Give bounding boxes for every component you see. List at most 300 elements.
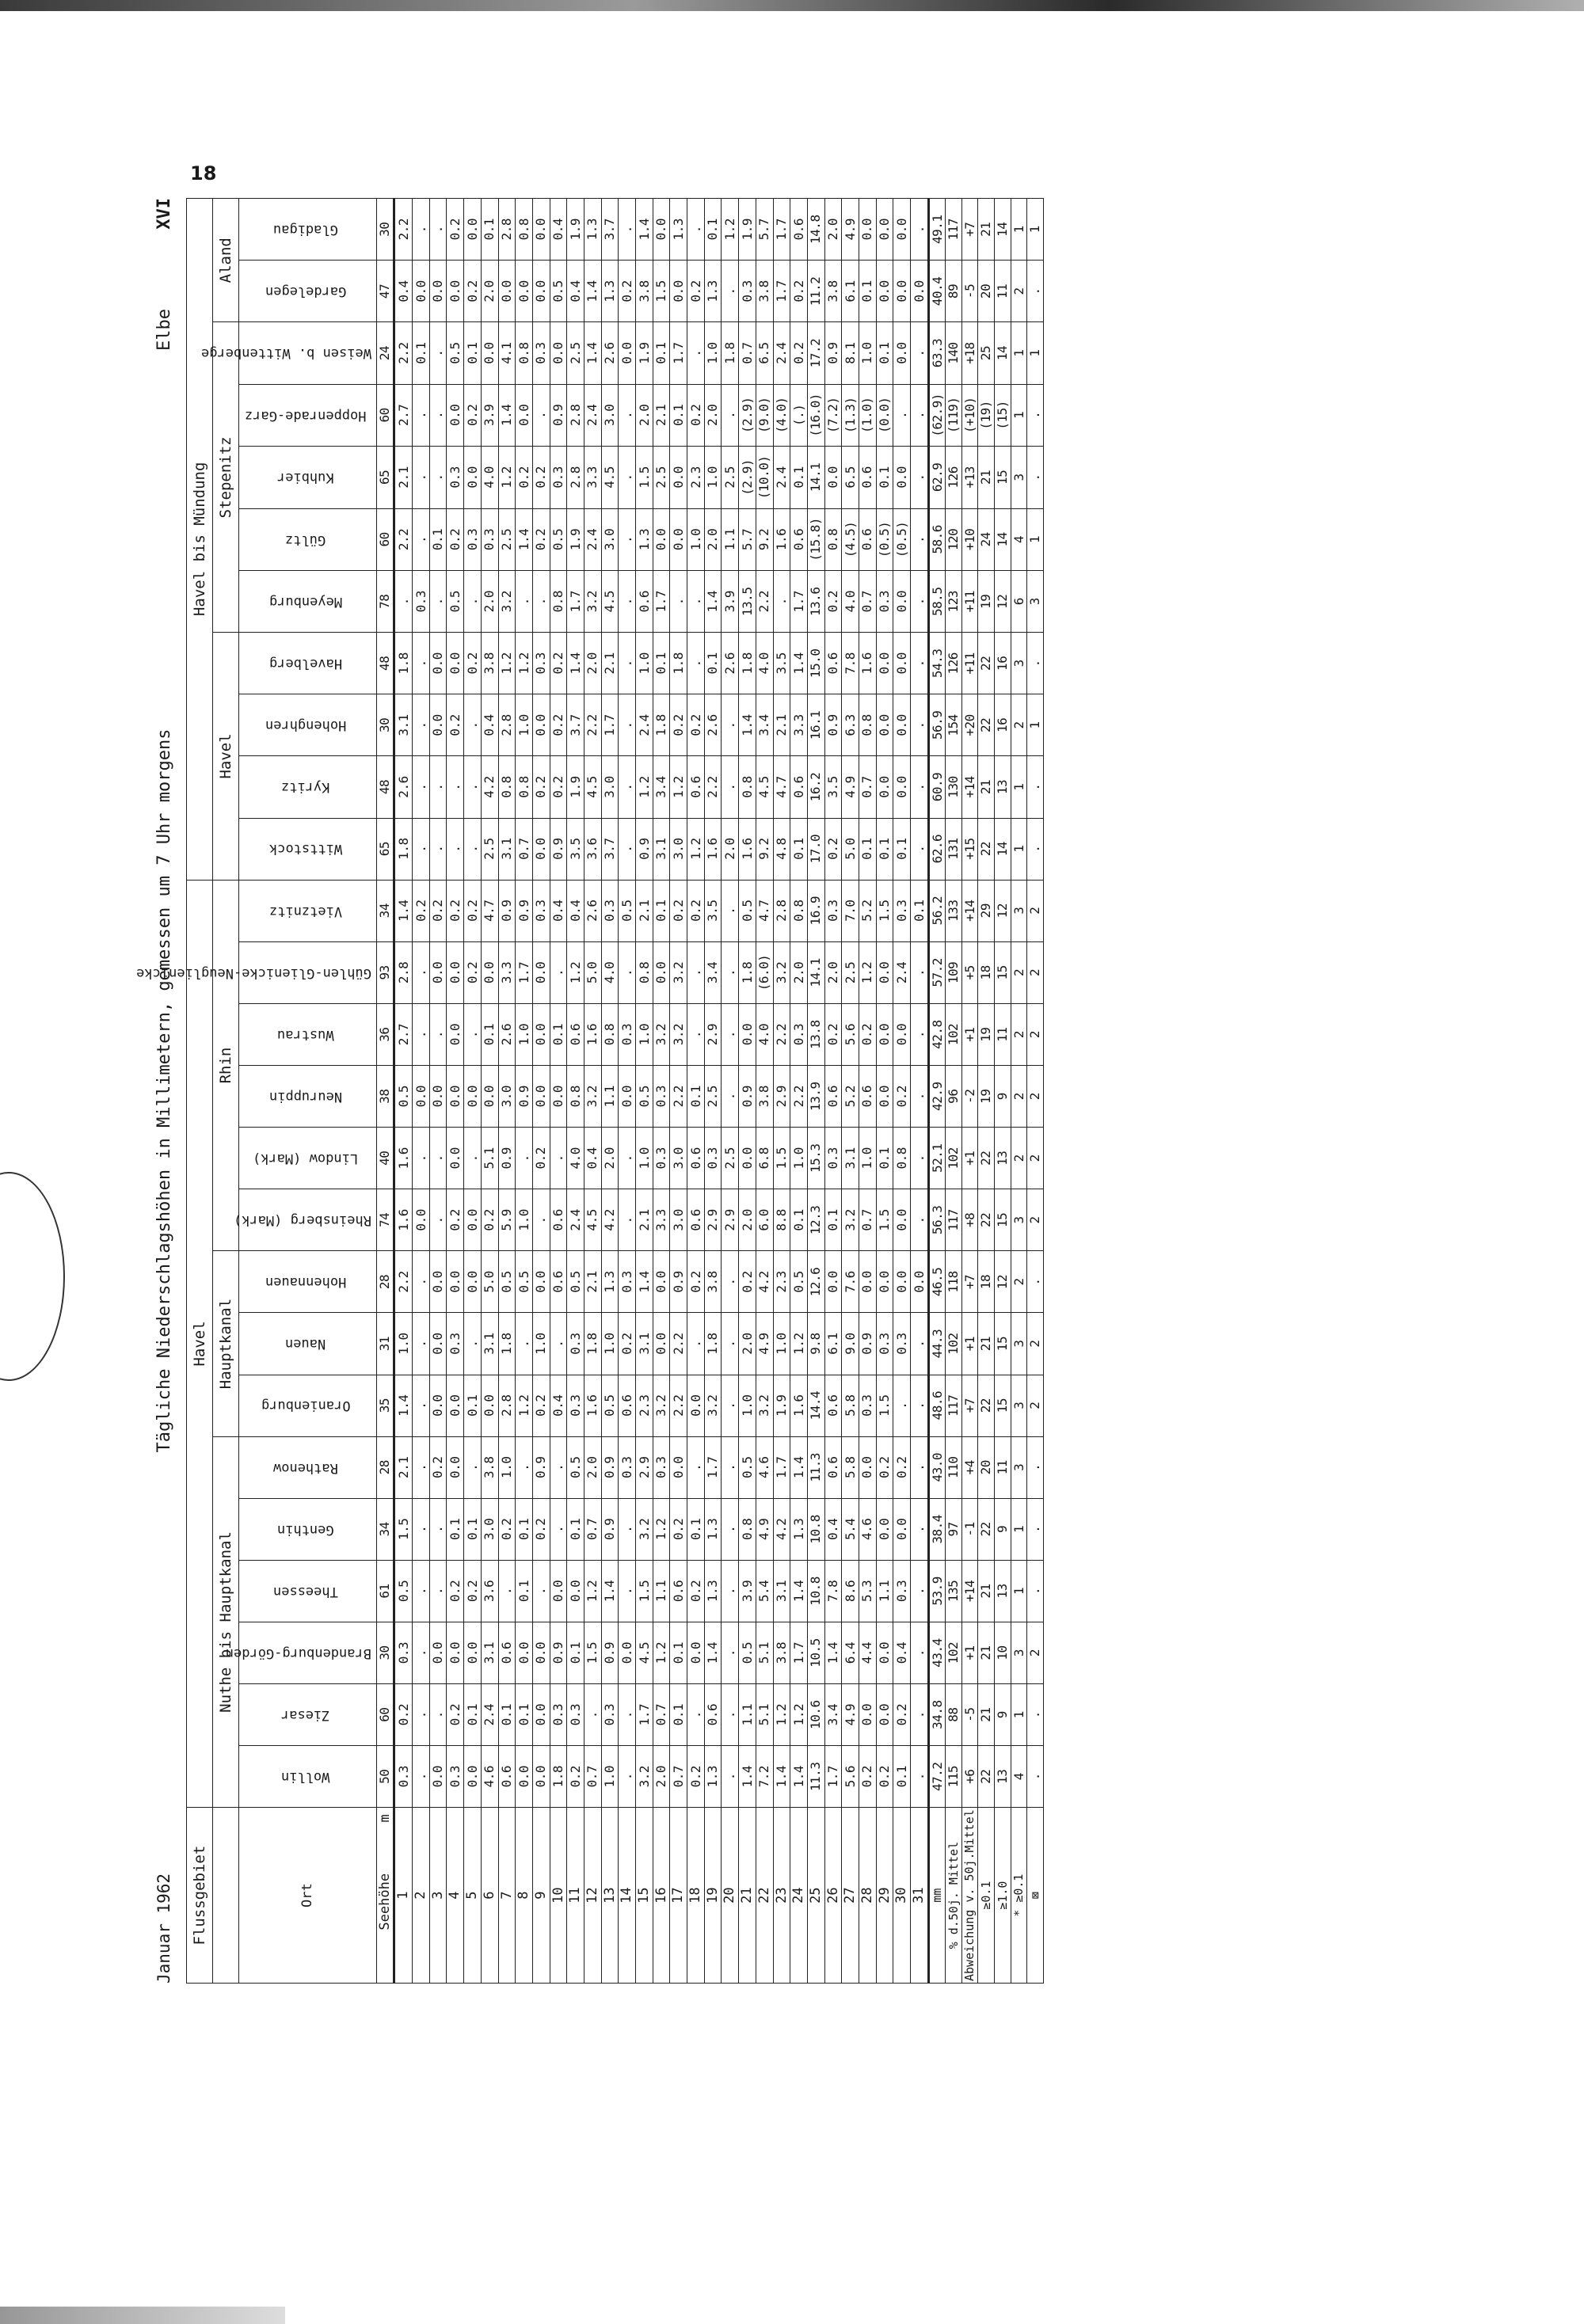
precip-value: 0.0 xyxy=(859,1684,876,1746)
precip-value: 0.0 xyxy=(859,1251,876,1313)
station-name-text: Hoppenrade-Garz xyxy=(245,407,367,424)
summary-value: 19 xyxy=(978,1066,995,1128)
summary-value: . xyxy=(1027,818,1044,880)
precip-value: 16.2 xyxy=(807,756,824,818)
precip-value: 2.0 xyxy=(636,384,653,447)
precip-value: 2.0 xyxy=(824,199,842,261)
precip-value: 0.2 xyxy=(447,508,464,571)
precip-value: 0.8 xyxy=(498,756,516,818)
precip-value: 2.2 xyxy=(790,1066,808,1128)
station-elevation: 60 xyxy=(376,384,394,447)
summary-value: 10 xyxy=(995,1622,1011,1683)
day-number: 15 xyxy=(636,1808,653,1984)
precip-value: 3.2 xyxy=(498,571,516,633)
precip-value: 0.1 xyxy=(876,322,893,384)
day-row xyxy=(447,199,464,1984)
summary-value: 14 xyxy=(995,322,1011,384)
precip-value: 3.0 xyxy=(670,1189,687,1251)
summary-value: 115 xyxy=(946,1746,962,1808)
precip-value: . xyxy=(413,818,430,880)
precip-value: 12.3 xyxy=(807,1189,824,1251)
precip-value: 0.9 xyxy=(670,1251,687,1313)
precip-value: 2.2 xyxy=(756,571,773,633)
precip-value: 0.3 xyxy=(653,1066,670,1128)
precip-value: 0.6 xyxy=(550,1251,567,1313)
precip-value: 4.0 xyxy=(756,1004,773,1066)
precip-value: 3.5 xyxy=(567,818,584,880)
summary-value: 6 xyxy=(1011,571,1027,633)
precip-value: . xyxy=(464,571,482,633)
precip-value: 3.8 xyxy=(636,261,653,322)
precip-value: 1.0 xyxy=(790,1128,808,1189)
precip-value: 1.7 xyxy=(773,261,790,322)
day-row xyxy=(893,199,911,1984)
precip-value: 0.1 xyxy=(687,1498,705,1560)
summary-value: 18 xyxy=(978,941,995,1003)
precip-value: 0.2 xyxy=(429,1436,447,1498)
summary-value: 53.9 xyxy=(928,1560,946,1622)
precip-value: 15.3 xyxy=(807,1128,824,1189)
precip-value: 0.7 xyxy=(584,1498,601,1560)
precip-value: . xyxy=(722,1498,739,1560)
precip-value: 4.7 xyxy=(481,880,498,941)
precip-value: 2.0 xyxy=(704,508,722,571)
day-number: 12 xyxy=(584,1808,601,1984)
precip-value: 0.0 xyxy=(429,1622,447,1683)
precip-value: 4.0 xyxy=(481,447,498,509)
station-elevation: 28 xyxy=(376,1251,394,1313)
precip-value: 1.0 xyxy=(704,447,722,509)
precip-value: 0.6 xyxy=(687,756,705,818)
precip-value: 15.0 xyxy=(807,633,824,694)
summary-value: 3 xyxy=(1011,1313,1027,1375)
precip-value: . xyxy=(429,1498,447,1560)
summary-value: 56.9 xyxy=(928,694,946,756)
precip-value: 1.0 xyxy=(636,1004,653,1066)
precip-value: 2.2 xyxy=(670,1313,687,1375)
precip-value: 0.0 xyxy=(464,1189,482,1251)
precip-value: . xyxy=(413,941,430,1003)
station-elevation: 93 xyxy=(376,941,394,1003)
precip-value: 2.6 xyxy=(601,322,619,384)
precip-value: . xyxy=(911,1746,929,1808)
precip-value: 0.0 xyxy=(516,261,533,322)
precip-value: . xyxy=(722,1251,739,1313)
precip-value: 3.2 xyxy=(773,941,790,1003)
precip-value: 4.9 xyxy=(756,1313,773,1375)
precip-value: 0.3 xyxy=(532,322,550,384)
precip-value: 0.2 xyxy=(790,322,808,384)
precip-value: 0.4 xyxy=(893,1622,911,1683)
summary-value: 3 xyxy=(1011,1622,1027,1683)
station-name xyxy=(239,1746,377,1808)
precip-value: 0.2 xyxy=(687,384,705,447)
precip-value: 0.5 xyxy=(567,1251,584,1313)
days-ge-0-1-row xyxy=(978,199,995,1984)
precip-value: 0.2 xyxy=(394,1684,413,1746)
precip-value: 0.2 xyxy=(447,1560,464,1622)
precip-value: 0.1 xyxy=(790,1189,808,1251)
day-row xyxy=(790,199,808,1984)
station-name xyxy=(239,633,377,694)
precip-value: 0.0 xyxy=(619,1066,636,1128)
precip-value: 0.5 xyxy=(447,322,464,384)
precip-value: 3.2 xyxy=(842,1189,859,1251)
day-row xyxy=(394,199,413,1984)
summary-value: 2 xyxy=(1027,1313,1044,1375)
precip-value: . xyxy=(619,756,636,818)
precip-value: 2.3 xyxy=(687,447,705,509)
summary-value: 21 xyxy=(978,1622,995,1683)
precip-value: 0.5 xyxy=(636,1066,653,1128)
sub-hauptkanal: Hauptkanal xyxy=(213,1251,239,1436)
precip-value: 0.6 xyxy=(859,508,876,571)
precip-value: 0.5 xyxy=(394,1066,413,1128)
precip-value: 2.1 xyxy=(636,1189,653,1251)
day-row xyxy=(550,199,567,1984)
summary-value: +15 xyxy=(961,818,978,880)
precip-value: 0.0 xyxy=(429,941,447,1003)
precip-value: 0.0 xyxy=(429,694,447,756)
precip-value: 2.2 xyxy=(584,694,601,756)
summary-value: 9 xyxy=(995,1066,1011,1128)
precip-value: 0.4 xyxy=(550,880,567,941)
precip-value: 12.6 xyxy=(807,1251,824,1313)
precip-value: 0.2 xyxy=(429,880,447,941)
precip-value: 3.4 xyxy=(704,941,722,1003)
precip-value: . xyxy=(722,1066,739,1128)
summary-value: 43.4 xyxy=(928,1622,946,1683)
precip-value: 0.0 xyxy=(653,199,670,261)
summary-value: (15) xyxy=(995,384,1011,447)
precip-value: 0.1 xyxy=(429,508,447,571)
precip-value: 5.1 xyxy=(756,1684,773,1746)
precip-value: 0.2 xyxy=(532,447,550,509)
precip-value: 1.4 xyxy=(394,880,413,941)
precip-value: 6.5 xyxy=(842,447,859,509)
summary-value: 130 xyxy=(946,756,962,818)
precip-value: 5.7 xyxy=(739,508,756,571)
precip-value: 0.9 xyxy=(824,322,842,384)
precip-value: 14.8 xyxy=(807,199,824,261)
summary-value: 2 xyxy=(1011,941,1027,1003)
precip-value: 4.9 xyxy=(756,1498,773,1560)
precip-value: 2.1 xyxy=(773,694,790,756)
station-name xyxy=(239,880,377,941)
basin-label: Elbe xyxy=(154,309,174,351)
precip-value: 1.9 xyxy=(567,508,584,571)
precip-value: 2.9 xyxy=(722,1189,739,1251)
precip-value: 5.8 xyxy=(842,1375,859,1436)
precip-value: 0.2 xyxy=(670,694,687,756)
precip-value: 0.3 xyxy=(619,1436,636,1498)
precip-value: 0.6 xyxy=(790,199,808,261)
precip-value: 2.7 xyxy=(394,1004,413,1066)
precip-value: 2.0 xyxy=(790,941,808,1003)
precip-value: 0.7 xyxy=(653,1684,670,1746)
station-name xyxy=(239,447,377,509)
summary-value: 123 xyxy=(946,571,962,633)
summary-value: 3 xyxy=(1011,1436,1027,1498)
precip-value: 0.9 xyxy=(498,1128,516,1189)
summary-value: (62.9) xyxy=(928,384,946,447)
precip-value: 1.7 xyxy=(670,322,687,384)
day-row xyxy=(824,199,842,1984)
precip-value: 0.0 xyxy=(876,1622,893,1683)
precip-value: 2.6 xyxy=(394,756,413,818)
summary-value: 3 xyxy=(1027,571,1044,633)
precip-value: . xyxy=(429,1560,447,1622)
precip-value: 4.5 xyxy=(584,1189,601,1251)
precip-value: 1.6 xyxy=(859,633,876,694)
station-name-text: Lindow (Mark) xyxy=(253,1151,359,1167)
precip-value: 2.0 xyxy=(601,1128,619,1189)
precip-value: 0.6 xyxy=(636,571,653,633)
precip-value: . xyxy=(687,1313,705,1375)
precip-value: 2.2 xyxy=(394,199,413,261)
deviation-row xyxy=(961,199,978,1984)
days-ge-1-0-row xyxy=(995,199,1011,1984)
precip-value: 0.2 xyxy=(447,1684,464,1746)
precip-value: 1.6 xyxy=(790,1375,808,1436)
precip-value: 0.9 xyxy=(601,1622,619,1683)
precip-value: (.) xyxy=(790,384,808,447)
summary-value: 9 xyxy=(995,1498,1011,1560)
precip-value: 9.0 xyxy=(842,1313,859,1375)
summary-value: 89 xyxy=(946,261,962,322)
precip-value: 1.0 xyxy=(773,1313,790,1375)
precip-value: 0.2 xyxy=(532,1128,550,1189)
station-name xyxy=(239,1436,377,1498)
summary-value: 1 xyxy=(1027,322,1044,384)
precip-value: 6.1 xyxy=(842,261,859,322)
precip-value: 0.0 xyxy=(859,1436,876,1498)
precip-value: 1.4 xyxy=(567,633,584,694)
precip-value: 0.1 xyxy=(413,322,430,384)
station-name-text: Gardelegen xyxy=(265,283,347,300)
summary-value: +11 xyxy=(961,571,978,633)
precip-value: 0.0 xyxy=(447,1128,464,1189)
precip-value: 0.3 xyxy=(550,1684,567,1746)
precip-value: 2.4 xyxy=(773,322,790,384)
precip-value: 2.0 xyxy=(824,941,842,1003)
precip-value: 0.3 xyxy=(653,1436,670,1498)
summary-value: +11 xyxy=(961,633,978,694)
precip-value: 1.2 xyxy=(653,1498,670,1560)
station-name-text: Havelberg xyxy=(268,656,343,672)
precip-value: . xyxy=(619,1746,636,1808)
precip-value: 0.0 xyxy=(876,756,893,818)
precip-value: 0.3 xyxy=(601,880,619,941)
blank-cell xyxy=(213,1808,239,1984)
precip-value: . xyxy=(429,1189,447,1251)
precip-value: 0.3 xyxy=(893,1313,911,1375)
precip-value: 3.4 xyxy=(756,694,773,756)
precip-value: 1.2 xyxy=(516,1375,533,1436)
precip-value: . xyxy=(464,1436,482,1498)
precip-value: 3.4 xyxy=(653,756,670,818)
summary-value: 2 xyxy=(1011,1128,1027,1189)
day-number: 19 xyxy=(704,1808,722,1984)
precip-value: 1.8 xyxy=(704,1313,722,1375)
precip-value: 1.2 xyxy=(790,1313,808,1375)
precip-value: . xyxy=(619,571,636,633)
precip-value: 8.1 xyxy=(842,322,859,384)
precip-value: 3.2 xyxy=(636,1746,653,1808)
station-name xyxy=(136,941,377,1003)
precip-value: 0.0 xyxy=(893,1004,911,1066)
precip-value: 0.2 xyxy=(893,1066,911,1128)
summary-value: . xyxy=(1027,1746,1044,1808)
precip-value: . xyxy=(911,1313,929,1375)
precip-value: 0.0 xyxy=(893,1251,911,1313)
precip-value: 2.4 xyxy=(893,941,911,1003)
precip-value: 0.1 xyxy=(550,1004,567,1066)
precip-value: 1.3 xyxy=(601,261,619,322)
summary-value: 97 xyxy=(946,1498,962,1560)
summary-value: 43.0 xyxy=(928,1436,946,1498)
punch-hole-mark xyxy=(0,1172,65,1381)
summary-value: 11 xyxy=(995,261,1011,322)
station-name xyxy=(239,1313,377,1375)
summary-value: . xyxy=(1027,1498,1044,1560)
summary-value: 3 xyxy=(1011,1375,1027,1436)
precip-value: 6.1 xyxy=(824,1313,842,1375)
precip-value: 1.3 xyxy=(704,1498,722,1560)
precip-value: 2.0 xyxy=(704,384,722,447)
day-row xyxy=(653,199,670,1984)
precip-value: 9.2 xyxy=(756,508,773,571)
day-number: 25 xyxy=(807,1808,824,1984)
precip-value: 0.2 xyxy=(447,880,464,941)
summary-value: 2 xyxy=(1011,1251,1027,1313)
precip-value: 0.2 xyxy=(687,880,705,941)
precip-value: 0.5 xyxy=(447,571,464,633)
precip-value: 1.9 xyxy=(567,199,584,261)
precip-value: 2.9 xyxy=(636,1436,653,1498)
precip-value: . xyxy=(464,1128,482,1189)
precip-value: 0.2 xyxy=(687,261,705,322)
precip-value: 0.7 xyxy=(739,322,756,384)
precip-value: 0.5 xyxy=(601,1375,619,1436)
day-row xyxy=(687,199,705,1984)
precip-value: 2.5 xyxy=(567,322,584,384)
precip-value: 0.0 xyxy=(653,1313,670,1375)
precip-value: 0.0 xyxy=(550,1066,567,1128)
station-elevation: 60 xyxy=(376,508,394,571)
precip-value: 0.4 xyxy=(567,880,584,941)
precip-value: 0.0 xyxy=(447,261,464,322)
summary-value: +14 xyxy=(961,1560,978,1622)
precip-value: 1.0 xyxy=(859,1128,876,1189)
precip-value: . xyxy=(464,756,482,818)
day-number: 23 xyxy=(773,1808,790,1984)
precip-value: 0.0 xyxy=(550,1560,567,1622)
precip-value: 0.0 xyxy=(876,1684,893,1746)
station-name xyxy=(239,818,377,880)
precip-value: 1.2 xyxy=(653,1622,670,1683)
precip-value: 11.3 xyxy=(807,1746,824,1808)
precip-value: 0.2 xyxy=(447,199,464,261)
summary-value: 9 xyxy=(995,1684,1011,1746)
summary-value: -5 xyxy=(961,261,978,322)
precip-value: 0.0 xyxy=(876,1004,893,1066)
precip-value: 4.8 xyxy=(773,818,790,880)
station-name xyxy=(239,1066,377,1128)
summary-value: 131 xyxy=(946,818,962,880)
station-elevation: 50 xyxy=(376,1746,394,1808)
precip-value: . xyxy=(911,1684,929,1746)
precip-value: . xyxy=(911,322,929,384)
precip-value: 0.3 xyxy=(567,1684,584,1746)
day-number: 6 xyxy=(481,1808,498,1984)
precip-value: 0.2 xyxy=(498,1498,516,1560)
precip-value: 3.8 xyxy=(756,261,773,322)
precip-value: 0.6 xyxy=(687,1189,705,1251)
precip-value: 0.0 xyxy=(464,1746,482,1808)
precip-value: 0.0 xyxy=(893,1498,911,1560)
precip-value: 4.6 xyxy=(756,1436,773,1498)
precip-value: 3.7 xyxy=(567,694,584,756)
precip-value: . xyxy=(464,1004,482,1066)
precip-value: 0.0 xyxy=(413,1189,430,1251)
day-row xyxy=(722,199,739,1984)
precip-value: 0.0 xyxy=(464,1622,482,1683)
precip-value: 0.0 xyxy=(876,199,893,261)
summary-value: 1 xyxy=(1011,1498,1027,1560)
summary-value: 14 xyxy=(995,508,1011,571)
summary-value: 21 xyxy=(978,199,995,261)
precip-value: . xyxy=(687,322,705,384)
precip-value: 2.0 xyxy=(722,818,739,880)
precip-value: 1.6 xyxy=(584,1004,601,1066)
day-row xyxy=(636,199,653,1984)
station-name xyxy=(239,1560,377,1622)
station-name-text: Brandenburg-Görden xyxy=(225,1645,371,1661)
precip-value: 0.2 xyxy=(739,1251,756,1313)
station-name-text: Nauen xyxy=(285,1336,326,1352)
precip-value: . xyxy=(413,1128,430,1189)
precip-value: 0.3 xyxy=(876,571,893,633)
precip-value: 2.3 xyxy=(773,1251,790,1313)
precip-value: 1.4 xyxy=(516,508,533,571)
precip-value: 0.5 xyxy=(516,1251,533,1313)
precip-value: 2.1 xyxy=(394,1436,413,1498)
precip-value: 0.1 xyxy=(876,818,893,880)
precip-value: 2.4 xyxy=(481,1684,498,1746)
precip-value: 2.0 xyxy=(584,1436,601,1498)
precip-value: 0.0 xyxy=(429,1313,447,1375)
precip-value: 4.0 xyxy=(567,1128,584,1189)
precip-value: 0.0 xyxy=(464,199,482,261)
summary-value: 109 xyxy=(946,941,962,1003)
precip-value: 4.5 xyxy=(601,571,619,633)
precip-value: 3.2 xyxy=(653,1375,670,1436)
precip-value: 2.0 xyxy=(481,571,498,633)
precip-value: (10.0) xyxy=(756,447,773,509)
precip-value: 0.0 xyxy=(429,1066,447,1128)
precip-value: . xyxy=(516,1436,533,1498)
precip-value: 5.7 xyxy=(756,199,773,261)
summary-value: 2 xyxy=(1027,1622,1044,1683)
precip-value: 0.2 xyxy=(532,1375,550,1436)
precip-value: 0.3 xyxy=(567,1375,584,1436)
precip-value: 0.0 xyxy=(824,1251,842,1313)
station-name xyxy=(239,1128,377,1189)
precip-value: 2.6 xyxy=(722,633,739,694)
precip-value: . xyxy=(429,199,447,261)
precip-value: 0.0 xyxy=(893,261,911,322)
